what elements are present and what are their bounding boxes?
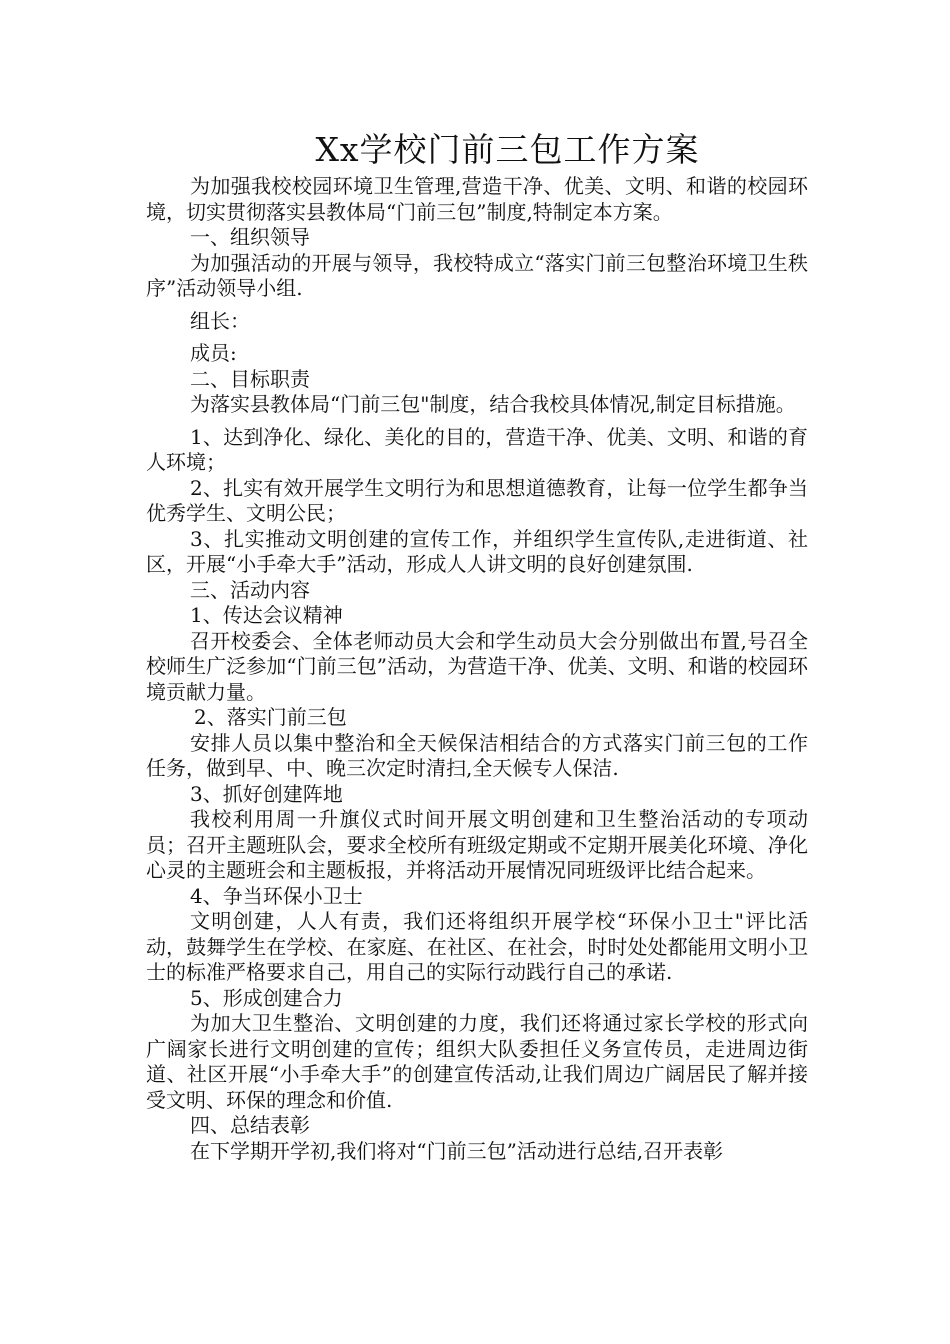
goal-item-1: 1、达到净化、绿化、美化的目的，营造干净、优美、文明、和谐的育人环境；	[146, 424, 808, 474]
subheading-meeting: 1、传达会议精神	[190, 603, 343, 627]
paragraph-implement: 安排人员以集中整治和全天候保洁相结合的方式落实门前三包的工作任务，做到早、中、晚三次定时清扫,全天候专人保洁.	[146, 730, 808, 780]
subheading-guardian: 4、争当环保小卫士	[190, 883, 363, 908]
paragraph-organization: 为加强活动的开展与领导，我校特成立“落实门前三包整治环境卫生秩序”活动领导小组.	[146, 250, 808, 300]
paragraph-summary: 在下学期开学初,我们将对“门前三包”活动进行总结,召开表彰	[190, 1138, 724, 1163]
paragraph-synergy: 为加大卫生整治、文明创建的力度，我们还将通过家长学校的形式向广阔家长进行文明创建的宣传；组织大队委担任义务宣传员，走进周边街道、社区开展“小手牵大手”的创建宣传活动,让我们周边广阔居民了解并接受文明、环保的理念和价值.	[146, 1011, 808, 1112]
paragraph-position: 我校利用周一升旗仪式时间开展文明创建和卫生整治活动的专项动员；召开主题班队会，要求全校所有班级定期或不定期开展美化环境、净化心灵的主题班会和主题板报，并将活动开展情况同班级评比结合起来。	[146, 807, 808, 882]
subheading-implement: 2、落实门前三包	[194, 705, 347, 729]
goal-item-2: 2、扎实有效开展学生文明行为和思想道德教育，让每一位学生都争当优秀学生、文明公民；	[146, 475, 808, 525]
heading-summary: 四、总结表彰	[190, 1113, 310, 1137]
subheading-synergy: 5、形成创建合力	[190, 985, 343, 1010]
heading-goals: 二、目标职责	[190, 366, 310, 391]
paragraph-meeting: 召开校委会、全体老师动员大会和学生动员大会分别做出布置,号召全校师生广泛参加“门前三包”活动，为营造干净、优美、文明、和谐的校园环境贡献力量。	[146, 628, 808, 704]
goal-item-3: 3、扎实推动文明创建的宣传工作，并组织学生宣传队,走进街道、社区，开展“小手牵大手”活动，形成人人讲文明的良好创建氛围.	[146, 526, 808, 576]
subheading-position: 3、抓好创建阵地	[190, 781, 343, 806]
heading-activities: 三、活动内容	[190, 577, 310, 602]
paragraph-members: 成员:	[190, 341, 237, 365]
paragraph-leader: 组长：	[190, 308, 250, 333]
document-title: Xx学校门前三包工作方案	[315, 130, 700, 169]
paragraph-goals: 为落实县教体局“门前三包"制度，结合我校具体情况,制定目标措施。	[190, 392, 796, 416]
paragraph-intro: 为加强我校校园环境卫生管理,营造干净、优美、文明、和谐的校园环境，切实贯彻落实县教体局“门前三包”制度,特制定本方案。	[146, 174, 808, 224]
heading-organization: 一、组织领导	[190, 225, 310, 249]
document-body	[146, 174, 808, 1164]
paragraph-guardian: 文明创建，人人有责，我们还将组织开展学校“环保小卫士"评比活动，鼓舞学生在学校、在家庭、在社区、在社会，时时处处都能用文明小卫士的标准严格要求自己，用自己的实际行动践行自己的承诺.	[146, 909, 808, 984]
